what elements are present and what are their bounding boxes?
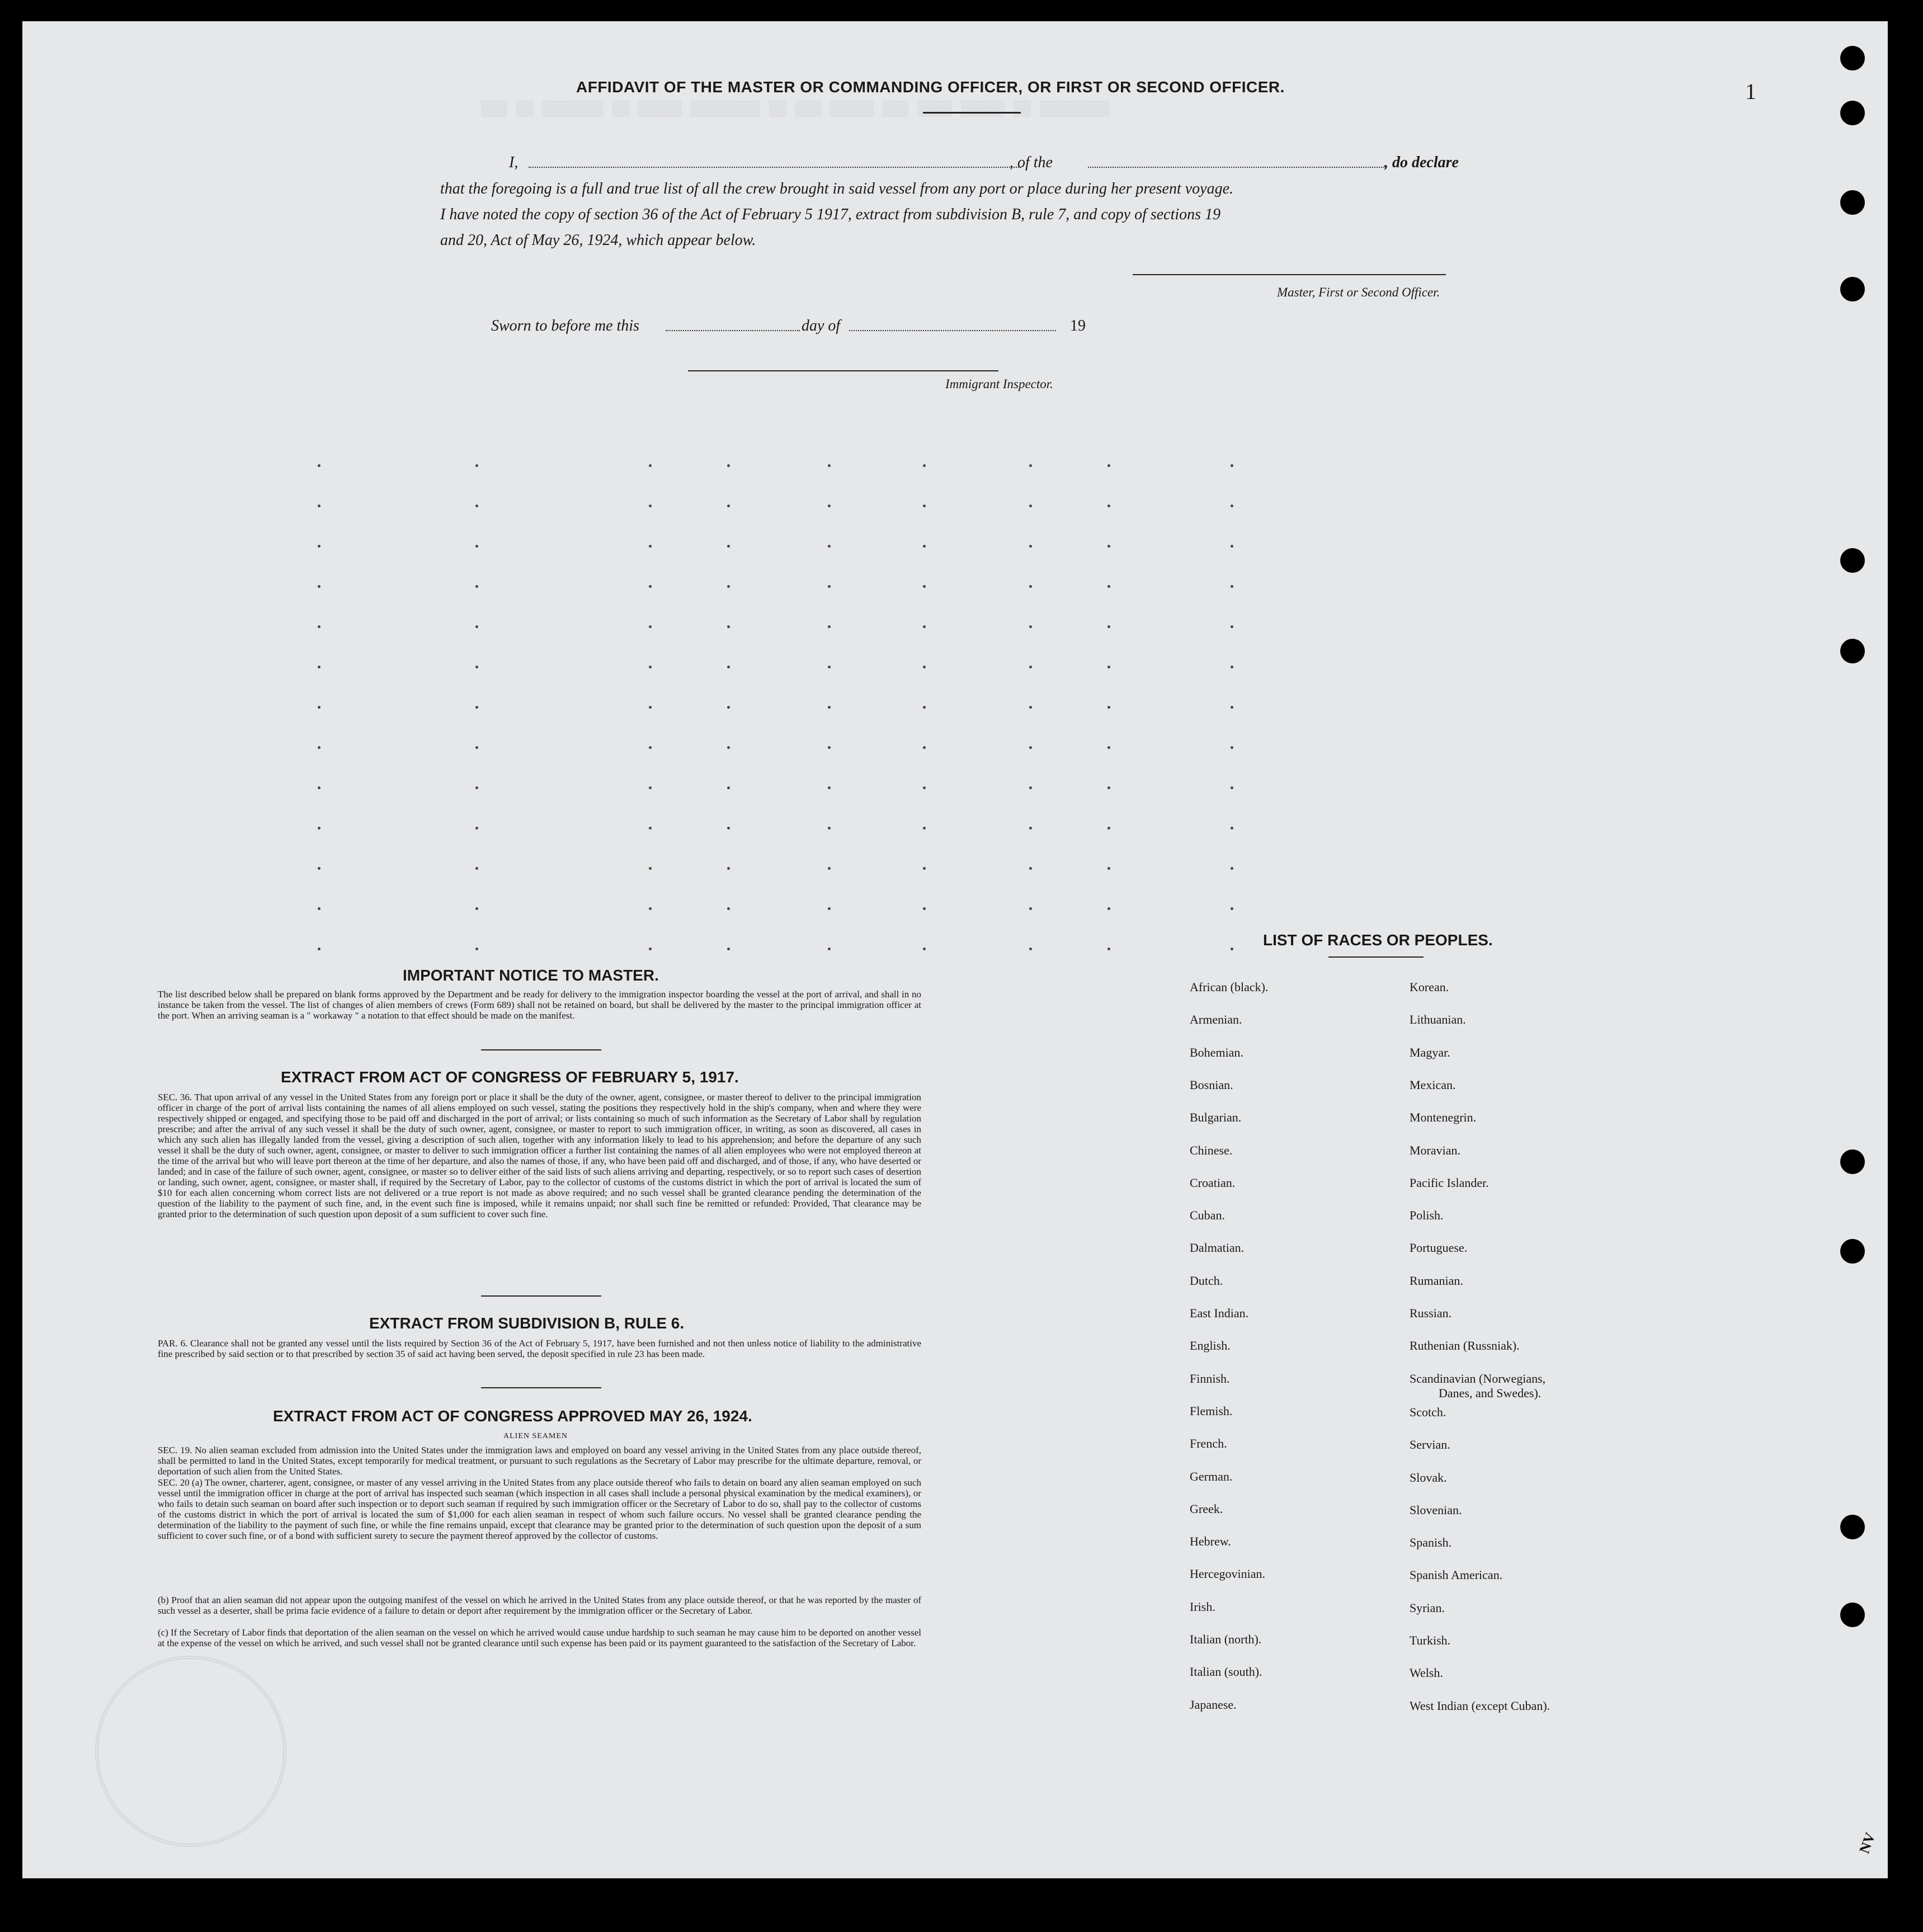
guide-dot <box>923 706 926 709</box>
race-item: Slovak. <box>1410 1471 1447 1485</box>
master-signature-label: Master, First or Second Officer. <box>1277 285 1440 299</box>
guide-dot <box>318 625 320 628</box>
affidavit-title: AFFIDAVIT OF THE MASTER OR COMMANDING OFFICER, OR FIRST OR SECOND OFFICER. <box>576 78 1285 96</box>
race-item: Mexican. <box>1410 1078 1456 1092</box>
guide-dot <box>727 666 730 668</box>
guide-dot <box>1231 948 1233 950</box>
race-item: Armenian. <box>1190 1012 1242 1026</box>
guide-dot <box>649 948 652 950</box>
guide-dot <box>475 827 478 830</box>
race-item: West Indian (except Cuban). <box>1410 1699 1550 1713</box>
guide-dot <box>1029 948 1032 950</box>
race-item: Ruthenian (Russniak). <box>1410 1339 1520 1353</box>
race-item: Spanish. <box>1410 1535 1452 1549</box>
guide-dot <box>727 867 730 870</box>
guide-dot <box>828 746 831 749</box>
guide-dot <box>923 907 926 910</box>
race-item: Scotch. <box>1410 1405 1446 1419</box>
guide-dot <box>1231 706 1233 709</box>
race-item: Japanese. <box>1190 1698 1237 1712</box>
guide-dot <box>1107 666 1110 668</box>
guide-dot <box>923 786 926 789</box>
extract-1924-sec20b: (b) Proof that an alien seaman did not appear upon the outgoing manifest of the vessel on which he arrived in the United States from any place outside thereof, or that he was reported by the master of such vessel as a deserter, shall be prima facie evidence of a failure to detain or deport after requirement by the immigration officer or the Secretary of Labor. <box>158 1595 921 1616</box>
guide-dot <box>828 827 831 830</box>
guide-dot <box>923 625 926 628</box>
section-rule <box>481 1295 601 1297</box>
race-item: Spanish American. <box>1410 1568 1503 1582</box>
guide-dot <box>923 827 926 830</box>
year-label: 19 <box>1070 317 1086 334</box>
guide-dot <box>1029 827 1032 830</box>
guide-dot <box>1107 746 1110 749</box>
guide-dot <box>318 464 320 467</box>
race-item: Hercegovinian. <box>1190 1567 1265 1581</box>
guide-dot <box>923 464 926 467</box>
race-item: Pacific Islander. <box>1410 1176 1489 1190</box>
punch-hole <box>1840 277 1865 301</box>
inspector-signature-line <box>688 370 998 371</box>
embossed-seal <box>95 1656 286 1847</box>
guide-dot <box>923 948 926 950</box>
race-item: Welsh. <box>1410 1666 1443 1680</box>
guide-dot <box>1231 625 1233 628</box>
guide-dot <box>727 625 730 628</box>
guide-dot <box>727 907 730 910</box>
guide-dot <box>318 505 320 507</box>
guide-dot <box>1029 666 1032 668</box>
guide-dot <box>318 827 320 830</box>
guide-dot <box>1231 666 1233 668</box>
guide-dot <box>828 907 831 910</box>
race-item: Dutch. <box>1190 1274 1223 1288</box>
punch-hole <box>1840 190 1865 215</box>
extract-1924-sec20a: SEC. 20 (a) The owner, charterer, agent, consignee, or master of any vessel arriving in the United States from any place outside thereof who fails to detain on board any alien seaman employed on such vessel until the immigration officer in charge at the port of arrival has inspected such seaman (which inspection in all cases shall include a personal physical examination by the medical examiners), or who fails to detain such seaman on board after such inspection or to deport such seaman if required by such immigration officer or the Secretary of Labor to do so, shall pay to the collector of customs of the customs district in which the port of arrival is located the sum of $1,000 for each alien seaman in respect of whom such failure occurs. No vessel shall be granted clearance pending the determination of the liability to the payment of such fine, or while the fine remains unpaid, except that clearance may be granted prior to the determination of such question upon the deposit of a sum sufficient to cover such fine, or of a bond with sufficient surety to secure the payment thereof approved by the collector of customs. <box>158 1477 921 1541</box>
guide-dot <box>649 706 652 709</box>
guide-dot <box>727 786 730 789</box>
guide-dot <box>649 907 652 910</box>
guide-dot <box>475 907 478 910</box>
bleed-through-text: ▒▒▒ ▒▒ ▒▒▒▒▒▒▒ ▒▒ ▒▒▒▒▒ ▒▒▒▒▒▒▒▒ ▒▒ ▒▒▒ ▒▒▒▒▒ ▒▒▒ ▒▒▒▒ ▒▒▒▒▒ ▒▒ ▒▒▒▒▒▒▒▒ <box>481 101 1110 117</box>
race-item: Korean. <box>1410 980 1449 994</box>
race-item: Hebrew. <box>1190 1534 1231 1548</box>
guide-dot <box>1029 907 1032 910</box>
guide-dot <box>828 867 831 870</box>
punch-hole <box>1840 46 1865 70</box>
guide-dot <box>475 746 478 749</box>
guide-dot <box>318 907 320 910</box>
punch-hole <box>1840 1239 1865 1264</box>
inspector-signature-label: Immigrant Inspector. <box>945 377 1053 391</box>
guide-dot <box>649 666 652 668</box>
guide-dot <box>1107 625 1110 628</box>
sworn-label: Sworn to before me this <box>491 317 639 334</box>
extract-1924-sec19: SEC. 19. No alien seaman excluded from admission into the United States under the immigration laws and employed on board any vessel arriving in the United States from any place outside thereof, shall be permitted to land in the United States, except temporarily for medical treatment, or pursuant to such regulations as the Secretary of Labor may prescribe for the ultimate departure, removal, or deportation of such alien from the United States. <box>158 1445 921 1477</box>
guide-dot <box>923 746 926 749</box>
guide-dot <box>1231 827 1233 830</box>
race-item: East Indian. <box>1190 1306 1249 1320</box>
race-item: Greek. <box>1190 1502 1223 1516</box>
race-item: Servian. <box>1410 1438 1450 1452</box>
race-item: Italian (south). <box>1190 1665 1262 1679</box>
guide-dot <box>475 948 478 950</box>
guide-dot <box>923 545 926 548</box>
guide-dot <box>318 948 320 950</box>
race-item: Bosnian. <box>1190 1078 1233 1092</box>
subdivision-text: PAR. 6. Clearance shall not be granted any vessel until the lists required by Section 36 of the Act of February 5, 1917, have been furnished and not then unless notice of liability to the administrative fine prescribed by said section or to that prescribed by section 35 of said act having been served, the deposit specified in rule 23 has been made. <box>158 1338 921 1359</box>
guide-dot <box>475 706 478 709</box>
races-title: LIST OF RACES OR PEOPLES. <box>1263 931 1493 949</box>
race-item: Italian (north). <box>1190 1632 1262 1646</box>
guide-dot <box>475 625 478 628</box>
affidavit-of-the: , of the <box>1010 154 1053 171</box>
subdivision-title: EXTRACT FROM SUBDIVISION B, RULE 6. <box>369 1314 685 1332</box>
race-item: African (black). <box>1190 980 1269 994</box>
race-item: Dalmatian. <box>1190 1241 1245 1255</box>
guide-dot <box>318 585 320 588</box>
races-rule <box>1328 956 1424 958</box>
sworn-month-line <box>849 330 1056 331</box>
guide-dot <box>923 666 926 668</box>
guide-dot <box>1231 545 1233 548</box>
extract-1924-subtitle: ALIEN SEAMEN <box>503 1432 568 1440</box>
guide-dot <box>1231 505 1233 507</box>
guide-dot <box>828 786 831 789</box>
guide-dot <box>1231 867 1233 870</box>
guide-dot <box>828 948 831 950</box>
guide-dot <box>828 666 831 668</box>
guide-dot <box>475 545 478 548</box>
race-item: Portuguese. <box>1410 1241 1468 1255</box>
guide-dot <box>318 666 320 668</box>
guide-dot <box>649 464 652 467</box>
race-item-scandinavian-cont: Danes, and Swedes). <box>1439 1386 1542 1400</box>
page-number: 1 <box>1745 79 1756 104</box>
guide-dot <box>1029 464 1032 467</box>
guide-dot <box>649 545 652 548</box>
affidavit-line3: and 20, Act of May 26, 1924, which appear below. <box>440 232 756 249</box>
race-item: Lithuanian. <box>1410 1012 1466 1026</box>
guide-dot <box>1029 746 1032 749</box>
race-item: Slovenian. <box>1410 1503 1462 1517</box>
guide-dot <box>649 867 652 870</box>
guide-dot <box>1029 585 1032 588</box>
guide-dot <box>649 585 652 588</box>
race-item: Turkish. <box>1410 1633 1451 1647</box>
guide-dot <box>318 786 320 789</box>
punch-hole <box>1840 101 1865 125</box>
guide-dot <box>1029 505 1032 507</box>
guide-dot <box>1107 464 1110 467</box>
vessel-line <box>1088 167 1384 168</box>
race-item: Moravian. <box>1410 1143 1461 1157</box>
guide-dot <box>1029 867 1032 870</box>
name-line <box>529 167 1021 168</box>
guide-dot <box>923 585 926 588</box>
race-item: Chinese. <box>1190 1143 1233 1157</box>
extract-1924-title: EXTRACT FROM ACT OF CONGRESS APPROVED MAY 26, 1924. <box>273 1407 752 1425</box>
race-item: English. <box>1190 1339 1231 1353</box>
affidavit-line2: I have noted the copy of section 36 of the Act of February 5 1917, extract from subdivision B, rule 7, and copy of sections 19 <box>440 206 1221 223</box>
guide-dot <box>828 464 831 467</box>
master-signature-line <box>1133 274 1446 275</box>
guide-dot <box>318 746 320 749</box>
guide-dot <box>1231 585 1233 588</box>
guide-dot <box>727 545 730 548</box>
guide-dot <box>828 625 831 628</box>
guide-dot <box>727 585 730 588</box>
race-item: Russian. <box>1410 1306 1452 1320</box>
guide-dot <box>1029 625 1032 628</box>
race-item: Cuban. <box>1190 1208 1225 1222</box>
guide-dot <box>1107 867 1110 870</box>
notice-title: IMPORTANT NOTICE TO MASTER. <box>403 967 659 984</box>
punch-hole <box>1840 639 1865 663</box>
race-item: Croatian. <box>1190 1176 1236 1190</box>
race-item: Finnish. <box>1190 1372 1230 1386</box>
section-rule <box>481 1387 601 1388</box>
sworn-day-line <box>666 330 800 331</box>
guide-dot <box>1231 746 1233 749</box>
guide-dot <box>475 464 478 467</box>
guide-dot <box>475 585 478 588</box>
day-of-label: day of <box>802 317 841 334</box>
guide-dot <box>727 948 730 950</box>
extract-1917-title: EXTRACT FROM ACT OF CONGRESS OF FEBRUARY 5, 1917. <box>281 1068 739 1086</box>
guide-dot <box>475 867 478 870</box>
guide-dot <box>1029 545 1032 548</box>
guide-dot <box>1029 786 1032 789</box>
race-item: Bohemian. <box>1190 1045 1243 1059</box>
guide-dot <box>1107 505 1110 507</box>
guide-dot <box>828 706 831 709</box>
guide-dot <box>1107 907 1110 910</box>
guide-dot <box>727 746 730 749</box>
guide-dot <box>1231 786 1233 789</box>
guide-dot <box>649 746 652 749</box>
extract-1924-sec20c: (c) If the Secretary of Labor finds that deportation of the alien seaman on the vessel on which he arrived would cause undue hardship to such seaman he may cause him to be deported on another vessel at the expense of the vessel on which he arrived, and such vessel shall not be granted clearance until such expense has been paid or its payment guaranteed to the satisfaction of the Secretary of Labor. <box>158 1627 921 1648</box>
guide-dot <box>649 786 652 789</box>
affidavit-i: I, <box>509 154 519 171</box>
extract-1917-text: SEC. 36. That upon arrival of any vessel in the United States from any foreign port or place it shall be the duty of the owner, agent, consignee, or master thereof to deliver to the principal immigration officer in charge of the port of arrival lists containing the names of all aliens employed on such vessel, stating the positions they respectively hold in the ship's company, when and where they were respectively shipped or engaged, and specifying those to be paid off and discharged in the port of arrival; or lists containing so much of such information as the Secretary of Labor shall by regulation prescribe; and after the arrival of any such vessel it shall be the duty of such owner, agent, consignee, or master to report to such immigration officer, in writing, as soon as discovered, all cases in which any such alien has illegally landed from the vessel, giving a description of such alien, together with any information likely to lead to his apprehension; and before the departure of any such vessel it shall be the duty of such owner, agent, consignee, or master to deliver to such immigration officer a further list containing the names of all alien employees who were not employed thereon at the time of the arrival but who will leave port thereon at the time of her departure, and also the names of those, if any, who have been paid off and discharged, and of those, if any, who have deserted or landed; and in case of the failure of such owner, agent, consignee, or master so to deliver either of the said lists of such aliens arriving and departing, respectively, or so to report such cases of desertion or landing, such owner, agent, consignee, or master shall, if required by the Secretary of Labor, pay to the collector of customs of the customs district in which the port of arrival is located the sum of $10 for each alien concerning whom correct lists are not delivered or a true report is not made as above required; and no such vessel shall be granted clearance pending the determination of the question of the liability to the payment of such fine, and, in the event such fine is imposed, while it remains unpaid; nor shall such fine be remitted or refunded: Provided, That clearance may be granted prior to the determination of such question upon deposit of a sum sufficient to cover such fine. <box>158 1092 921 1219</box>
guide-dot <box>1107 545 1110 548</box>
race-item: Syrian. <box>1410 1601 1445 1615</box>
corner-mark: NV <box>1856 1830 1879 1856</box>
guide-dot <box>1107 706 1110 709</box>
scan-edge <box>1888 0 1923 1932</box>
guide-dot <box>828 545 831 548</box>
guide-dot <box>727 706 730 709</box>
guide-dot <box>475 786 478 789</box>
race-item: French. <box>1190 1436 1227 1450</box>
race-item: Bulgarian. <box>1190 1110 1242 1124</box>
guide-dot <box>475 505 478 507</box>
guide-dot <box>727 827 730 830</box>
guide-dot <box>649 625 652 628</box>
affidavit-line1: that the foregoing is a full and true list of all the crew brought in said vessel from any port or place during her present voyage. <box>440 180 1234 197</box>
guide-dot <box>1107 948 1110 950</box>
guide-dot <box>1107 786 1110 789</box>
punch-hole <box>1840 1149 1865 1174</box>
title-rule <box>923 112 1021 114</box>
guide-dot <box>923 505 926 507</box>
guide-dot <box>828 505 831 507</box>
guide-dot <box>649 827 652 830</box>
guide-dot <box>923 867 926 870</box>
punch-hole <box>1840 1515 1865 1539</box>
race-item: Scandinavian (Norwegians, <box>1410 1372 1546 1386</box>
guide-dot <box>318 867 320 870</box>
race-item: Rumanian. <box>1410 1274 1463 1288</box>
guide-dot <box>1231 907 1233 910</box>
guide-dot <box>828 585 831 588</box>
guide-dot <box>318 706 320 709</box>
race-item: German. <box>1190 1469 1233 1483</box>
guide-dot <box>318 545 320 548</box>
punch-hole <box>1840 548 1865 573</box>
punch-hole <box>1840 1603 1865 1627</box>
race-item: Montenegrin. <box>1410 1110 1477 1124</box>
guide-dot <box>1107 585 1110 588</box>
race-item: Irish. <box>1190 1600 1215 1614</box>
guide-dot <box>727 464 730 467</box>
guide-dot <box>727 505 730 507</box>
section-rule <box>481 1049 601 1050</box>
guide-dot <box>1231 464 1233 467</box>
guide-dot <box>1107 827 1110 830</box>
guide-dot <box>1029 706 1032 709</box>
guide-dot <box>475 666 478 668</box>
race-item: Magyar. <box>1410 1045 1450 1059</box>
affidavit-declare: , do declare <box>1384 154 1459 171</box>
notice-text: The list described below shall be prepared on blank forms approved by the Department and be ready for delivery to the immigration inspector boarding the vessel at the port of arrival, and shall in no instance be taken from the vessel. The list of changes of alien members of crews (Form 689) shall not be retained on board, but shall be delivered by the master to the principal immigration officer at the port. When an arriving seaman is a " workaway " a notation to that effect should be made on the manifest. <box>158 989 921 1021</box>
race-item: Polish. <box>1410 1208 1444 1222</box>
race-item: Flemish. <box>1190 1404 1233 1418</box>
guide-dot <box>649 505 652 507</box>
